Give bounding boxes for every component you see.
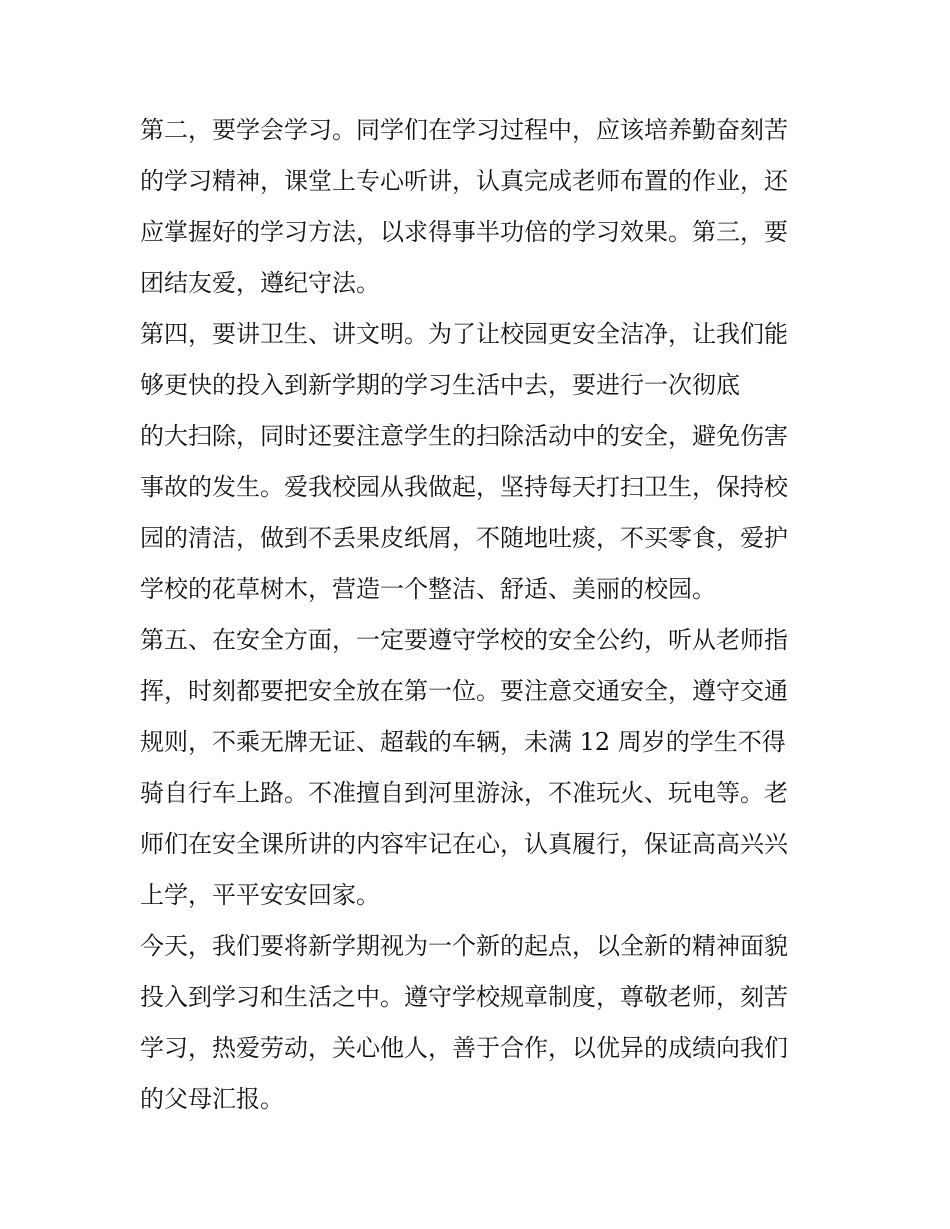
text-line: 的学习精神，课堂上专心听讲，认真完成老师布置的作业，还 [140, 167, 788, 195]
text-line: 的父母汇报。 [140, 1085, 284, 1113]
text-line: 今天，我们要将新学期视为一个新的起点，以全新的精神面貌 [140, 932, 788, 960]
text-line: 规则，不乘无牌无证、超载的车辆，未满 12 周岁的学生不得 [140, 728, 786, 756]
text-line: 骑自行车上路。不准擅自到河里游泳，不准玩火、玩电等。老 [140, 779, 788, 807]
text-line: 第二，要学会学习。同学们在学习过程中，应该培养勤奋刻苦 [140, 116, 788, 144]
text-line: 第五、在安全方面，一定要遵守学校的安全公约，听从老师指 [140, 626, 788, 654]
text-line: 投入到学习和生活之中。遵守学校规章制度，尊敬老师，刻苦 [140, 983, 788, 1011]
document-body [140, 105, 820, 1125]
text-line: 第四，要讲卫生、讲文明。为了让校园更安全洁净，让我们能 [140, 320, 788, 348]
text-line: 够更快的投入到新学期的学习生活中去，要进行一次彻底 [140, 371, 740, 399]
text-line: 学习，热爱劳动，关心他人，善于合作，以优异的成绩向我们 [140, 1034, 788, 1062]
text-line: 上学，平平安安回家。 [140, 881, 380, 909]
text-line: 事故的发生。爱我校园从我做起，坚持每天打扫卫生，保持校 [140, 473, 788, 501]
text-line: 师们在安全课所讲的内容牢记在心，认真履行，保证高高兴兴 [140, 830, 788, 858]
text-line: 团结友爱，遵纪守法。 [140, 269, 380, 297]
text-line: 园的清洁，做到不丢果皮纸屑，不随地吐痰，不买零食，爱护 [140, 524, 788, 552]
text-line: 应掌握好的学习方法，以求得事半功倍的学习效果。第三，要 [140, 218, 788, 246]
text-line: 的大扫除，同时还要注意学生的扫除活动中的安全，避免伤害 [140, 422, 788, 450]
text-line: 挥，时刻都要把安全放在第一位。要注意交通安全，遵守交通 [140, 677, 788, 705]
text-line: 学校的花草树木，营造一个整洁、舒适、美丽的校园。 [140, 575, 716, 603]
